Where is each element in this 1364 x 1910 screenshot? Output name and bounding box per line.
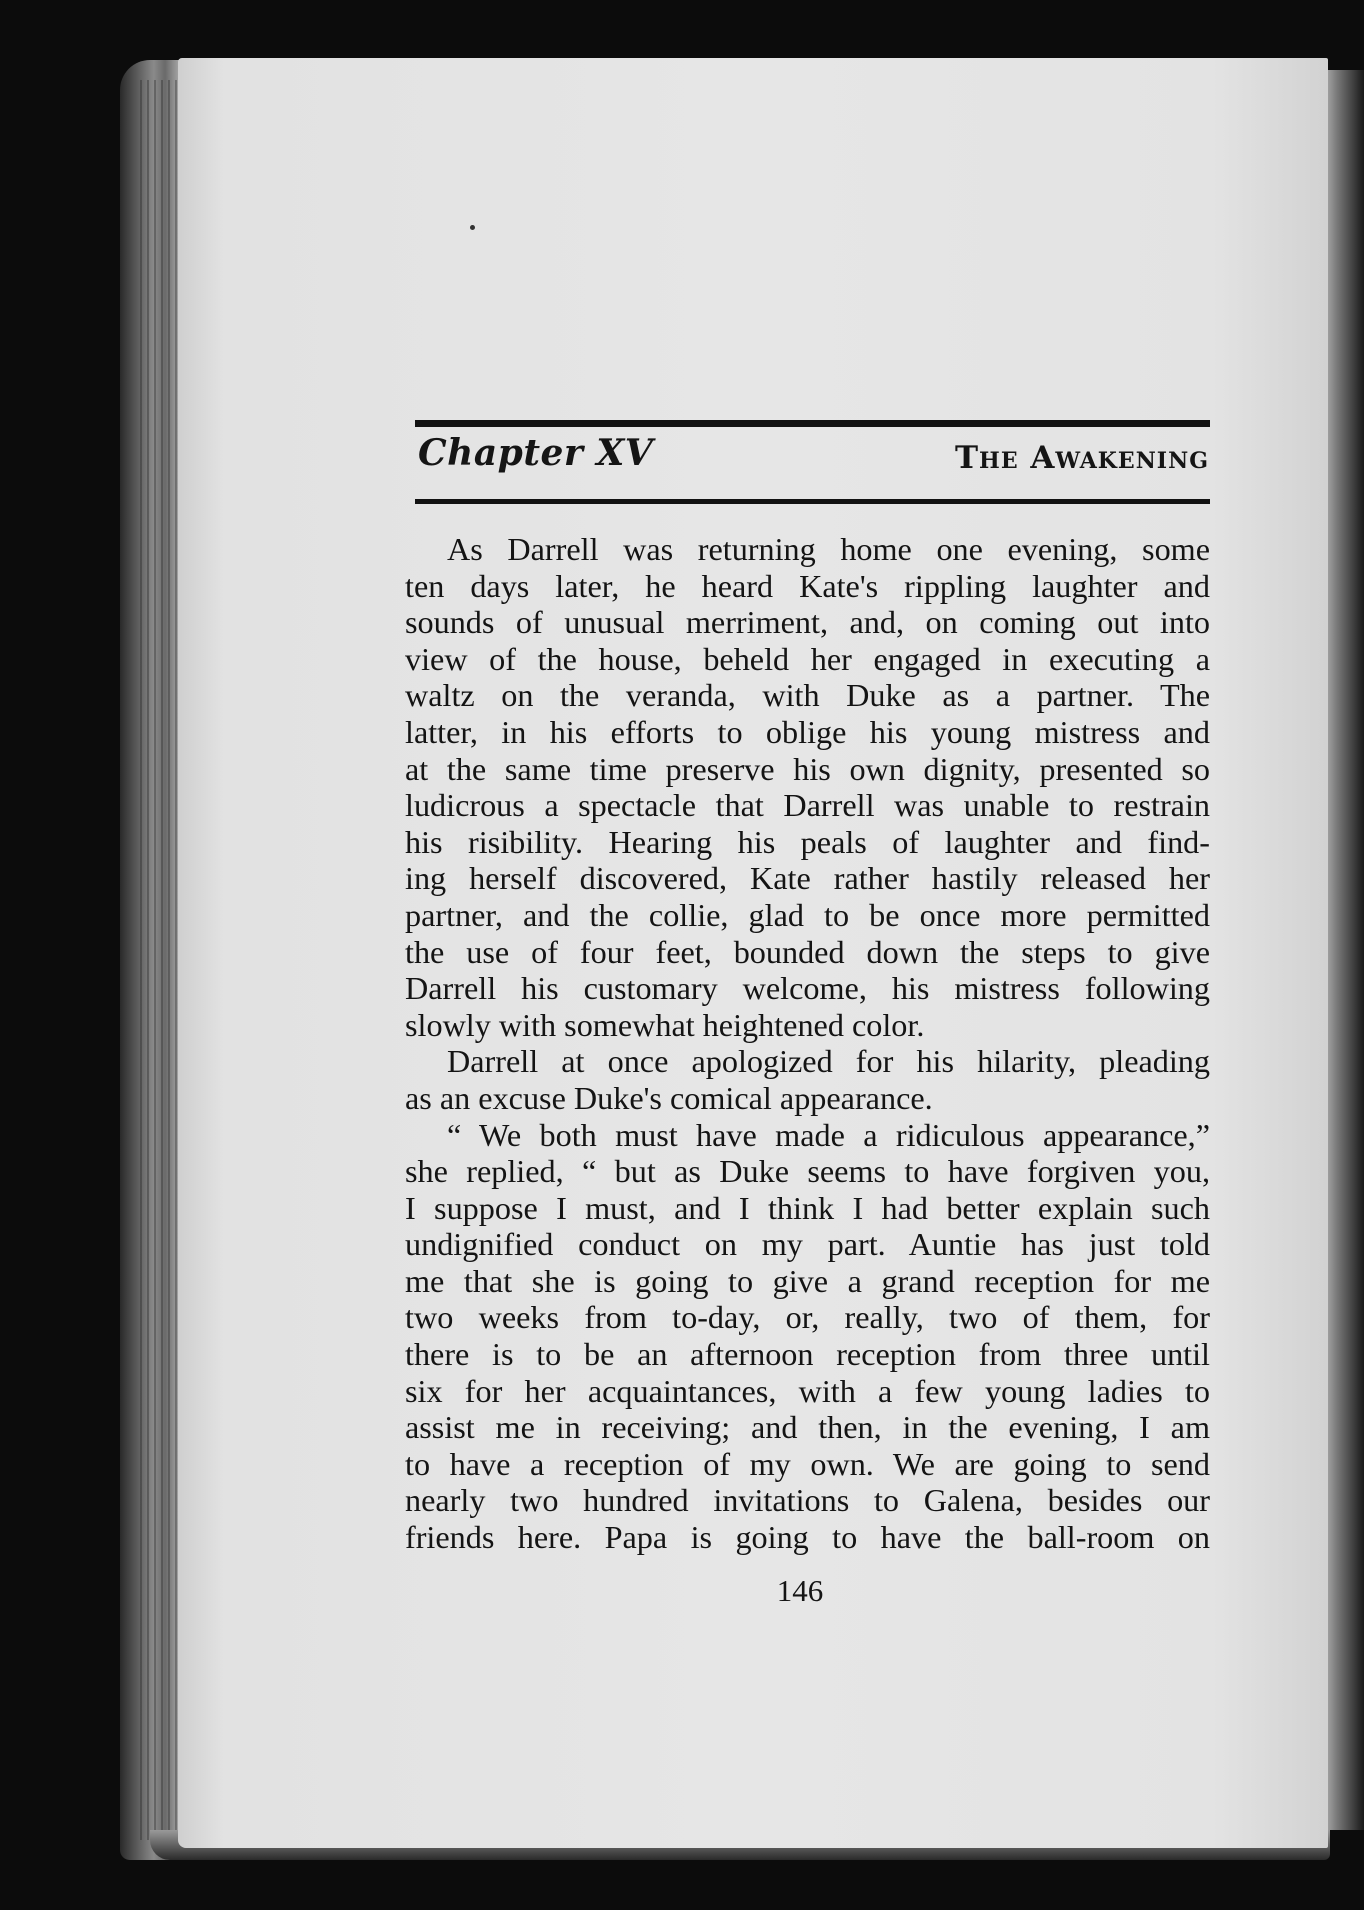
text-line: ing herself discovered, Kate rather hastily released her [405,860,1210,897]
text-line: two weeks from to-day, or, really, two of them, for [405,1299,1210,1336]
text-line: there is to be an afternoon reception from three until [405,1336,1210,1373]
text-line: “ We both must have made a ridiculous appearance,” [447,1116,1210,1153]
text-line: Darrell at once apologized for his hilarity, pleading [447,1043,1210,1080]
text-line: me that she is going to give a grand reception for me [405,1262,1210,1299]
text-line: partner, and the collie, glad to be once more permitted [405,896,1210,933]
text-line: undignified conduct on my part. Auntie has just told [405,1226,1210,1263]
text-line: the use of four feet, bounded down the steps to give [405,933,1210,970]
header-rule-top [415,420,1210,427]
text-line: latter, in his efforts to oblige his young mistress and [405,713,1210,750]
text-line: to have a reception of my own. We are going to send [405,1445,1210,1482]
text-line: slowly with somewhat heightened color. [405,1006,925,1043]
text-line: she replied, “ but as Duke seems to have forgiven you, [405,1153,1210,1190]
body-text [405,531,1210,1556]
text-line: waltz on the veranda, with Duke as a partner. The [405,677,1210,714]
text-line: assist me in receiving; and then, in the evening, I am [405,1409,1210,1446]
text-line: I suppose I must, and I think I had better explain such [405,1189,1210,1226]
header-rule-bottom [415,499,1210,504]
text-line: nearly two hundred invitations to Galena, besides our [405,1482,1210,1519]
page-number: 146 [776,1573,824,1608]
text-line: As Darrell was returning home one evening, some [447,531,1210,567]
text-line: ten days later, he heard Kate's rippling laughter and [405,567,1210,604]
dust-speck [470,225,475,230]
text-line: at the same time preserve his own dignity, presented so [405,750,1210,787]
chapter-label: Chapter XV [418,432,654,474]
text-line: friends here. Papa is going to have the ball-room on [405,1519,1210,1556]
text-line: six for her acquaintances, with a few young ladies to [405,1372,1210,1409]
text-line: his risibility. Hearing his peals of laughter and find- [405,823,1210,860]
text-line: Darrell his customary welcome, his mistress following [405,970,1210,1007]
page-edges [140,80,180,1840]
text-line: as an excuse Duke's comical appearance. [405,1079,933,1116]
text-line: sounds of unusual merriment, and, on coming out into [405,604,1210,641]
running-title: The Awakening [954,440,1209,476]
text-line: ludicrous a spectacle that Darrell was unable to restrain [405,787,1210,824]
text-line: view of the house, beheld her engaged in executing a [405,640,1210,677]
